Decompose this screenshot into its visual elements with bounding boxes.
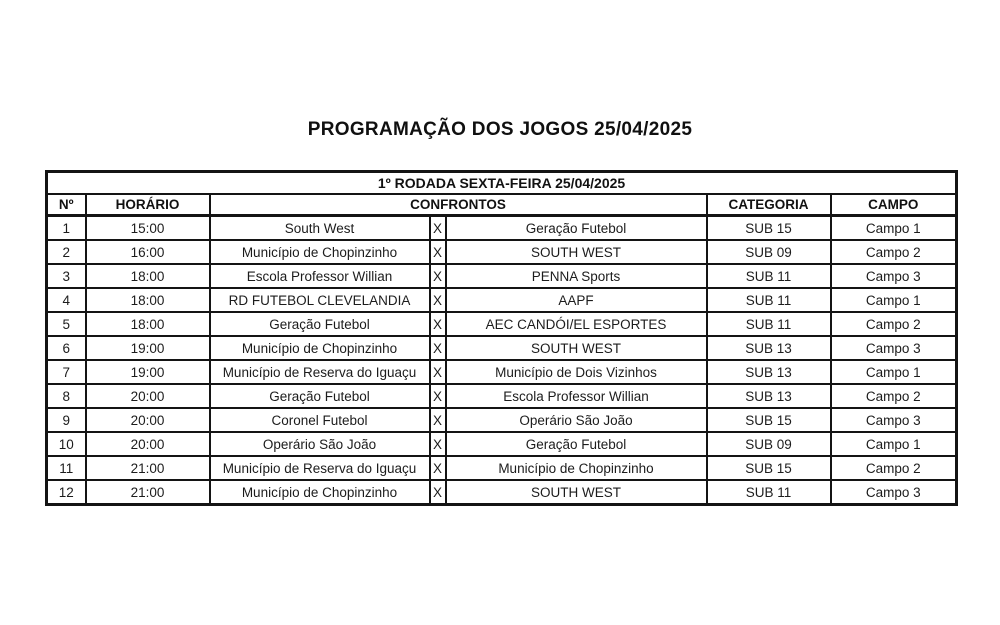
- table-row: [47, 432, 957, 456]
- versus-cell: X: [430, 264, 446, 288]
- home-team-cell: Operário São João: [210, 432, 430, 456]
- home-team-cell: South West: [210, 216, 430, 241]
- game-number-cell: 7: [47, 360, 86, 384]
- table-row: [47, 288, 957, 312]
- away-team-cell: Município de Dois Vizinhos: [446, 360, 707, 384]
- field-cell: Campo 1: [831, 288, 957, 312]
- versus-cell: X: [430, 288, 446, 312]
- field-cell: Campo 2: [831, 384, 957, 408]
- schedule-table: [45, 170, 958, 506]
- table-row: [47, 456, 957, 480]
- schedule-rows: [47, 216, 957, 505]
- home-team-cell: Município de Chopinzinho: [210, 240, 430, 264]
- away-team-cell: Geração Futebol: [446, 216, 707, 241]
- home-team-cell: Escola Professor Willian: [210, 264, 430, 288]
- home-team-cell: Município de Chopinzinho: [210, 336, 430, 360]
- away-team-cell: AEC CANDÓI/EL ESPORTES: [446, 312, 707, 336]
- category-cell: SUB 13: [707, 336, 831, 360]
- versus-cell: X: [430, 480, 446, 505]
- table-row: [47, 384, 957, 408]
- table-head: [47, 172, 957, 216]
- game-number-cell: 3: [47, 264, 86, 288]
- category-cell: SUB 13: [707, 360, 831, 384]
- category-cell: SUB 15: [707, 456, 831, 480]
- field-cell: Campo 1: [831, 432, 957, 456]
- game-number-cell: 1: [47, 216, 86, 241]
- field-cell: Campo 3: [831, 408, 957, 432]
- game-time-cell: 21:00: [86, 456, 210, 480]
- game-time-cell: 21:00: [86, 480, 210, 505]
- round-banner-row: [47, 172, 957, 195]
- away-team-cell: Geração Futebol: [446, 432, 707, 456]
- home-team-cell: Município de Reserva do Iguaçu: [210, 360, 430, 384]
- table-row: [47, 336, 957, 360]
- category-cell: SUB 09: [707, 432, 831, 456]
- field-cell: Campo 3: [831, 336, 957, 360]
- versus-cell: X: [430, 360, 446, 384]
- versus-cell: X: [430, 312, 446, 336]
- versus-cell: X: [430, 216, 446, 241]
- col-header-time: HORÁRIO: [86, 194, 210, 216]
- field-cell: Campo 1: [831, 360, 957, 384]
- game-time-cell: 18:00: [86, 288, 210, 312]
- home-team-cell: RD FUTEBOL CLEVELANDIA: [210, 288, 430, 312]
- game-number-cell: 12: [47, 480, 86, 505]
- field-cell: Campo 2: [831, 240, 957, 264]
- away-team-cell: Município de Chopinzinho: [446, 456, 707, 480]
- away-team-cell: SOUTH WEST: [446, 336, 707, 360]
- game-time-cell: 18:00: [86, 312, 210, 336]
- game-time-cell: 20:00: [86, 432, 210, 456]
- table-row: [47, 480, 957, 505]
- versus-cell: X: [430, 336, 446, 360]
- home-team-cell: Município de Chopinzinho: [210, 480, 430, 505]
- game-number-cell: 5: [47, 312, 86, 336]
- table-row: [47, 216, 957, 241]
- game-time-cell: 20:00: [86, 408, 210, 432]
- home-team-cell: Geração Futebol: [210, 384, 430, 408]
- home-team-cell: Município de Reserva do Iguaçu: [210, 456, 430, 480]
- field-cell: Campo 3: [831, 264, 957, 288]
- category-cell: SUB 13: [707, 384, 831, 408]
- category-cell: SUB 11: [707, 264, 831, 288]
- game-time-cell: 19:00: [86, 336, 210, 360]
- field-cell: Campo 3: [831, 480, 957, 505]
- category-cell: SUB 09: [707, 240, 831, 264]
- away-team-cell: Escola Professor Willian: [446, 384, 707, 408]
- game-number-cell: 8: [47, 384, 86, 408]
- game-number-cell: 2: [47, 240, 86, 264]
- versus-cell: X: [430, 432, 446, 456]
- table-row: [47, 360, 957, 384]
- versus-cell: X: [430, 408, 446, 432]
- column-header-row: [47, 194, 957, 216]
- table-row: [47, 264, 957, 288]
- game-number-cell: 4: [47, 288, 86, 312]
- category-cell: SUB 11: [707, 288, 831, 312]
- col-header-category: CATEGORIA: [707, 194, 831, 216]
- game-number-cell: 10: [47, 432, 86, 456]
- versus-cell: X: [430, 456, 446, 480]
- game-time-cell: 18:00: [86, 264, 210, 288]
- table-row: [47, 312, 957, 336]
- category-cell: SUB 11: [707, 480, 831, 505]
- table-row: [47, 408, 957, 432]
- field-cell: Campo 2: [831, 456, 957, 480]
- away-team-cell: SOUTH WEST: [446, 480, 707, 505]
- table-row: [47, 240, 957, 264]
- away-team-cell: AAPF: [446, 288, 707, 312]
- game-time-cell: 16:00: [86, 240, 210, 264]
- game-number-cell: 9: [47, 408, 86, 432]
- away-team-cell: SOUTH WEST: [446, 240, 707, 264]
- field-cell: Campo 1: [831, 216, 957, 241]
- field-cell: Campo 2: [831, 312, 957, 336]
- versus-cell: X: [430, 240, 446, 264]
- game-time-cell: 20:00: [86, 384, 210, 408]
- game-time-cell: 19:00: [86, 360, 210, 384]
- category-cell: SUB 11: [707, 312, 831, 336]
- home-team-cell: Coronel Futebol: [210, 408, 430, 432]
- col-header-matches: CONFRONTOS: [210, 194, 707, 216]
- away-team-cell: PENNA Sports: [446, 264, 707, 288]
- col-header-number: Nº: [47, 194, 86, 216]
- home-team-cell: Geração Futebol: [210, 312, 430, 336]
- category-cell: SUB 15: [707, 408, 831, 432]
- page-title: PROGRAMAÇÃO DOS JOGOS 25/04/2025: [307, 119, 693, 140]
- game-number-cell: 6: [47, 336, 86, 360]
- round-banner: 1º RODADA SEXTA-FEIRA 25/04/2025: [47, 172, 957, 195]
- col-header-field: CAMPO: [831, 194, 957, 216]
- game-number-cell: 11: [47, 456, 86, 480]
- category-cell: SUB 15: [707, 216, 831, 241]
- versus-cell: X: [430, 384, 446, 408]
- game-time-cell: 15:00: [86, 216, 210, 241]
- away-team-cell: Operário São João: [446, 408, 707, 432]
